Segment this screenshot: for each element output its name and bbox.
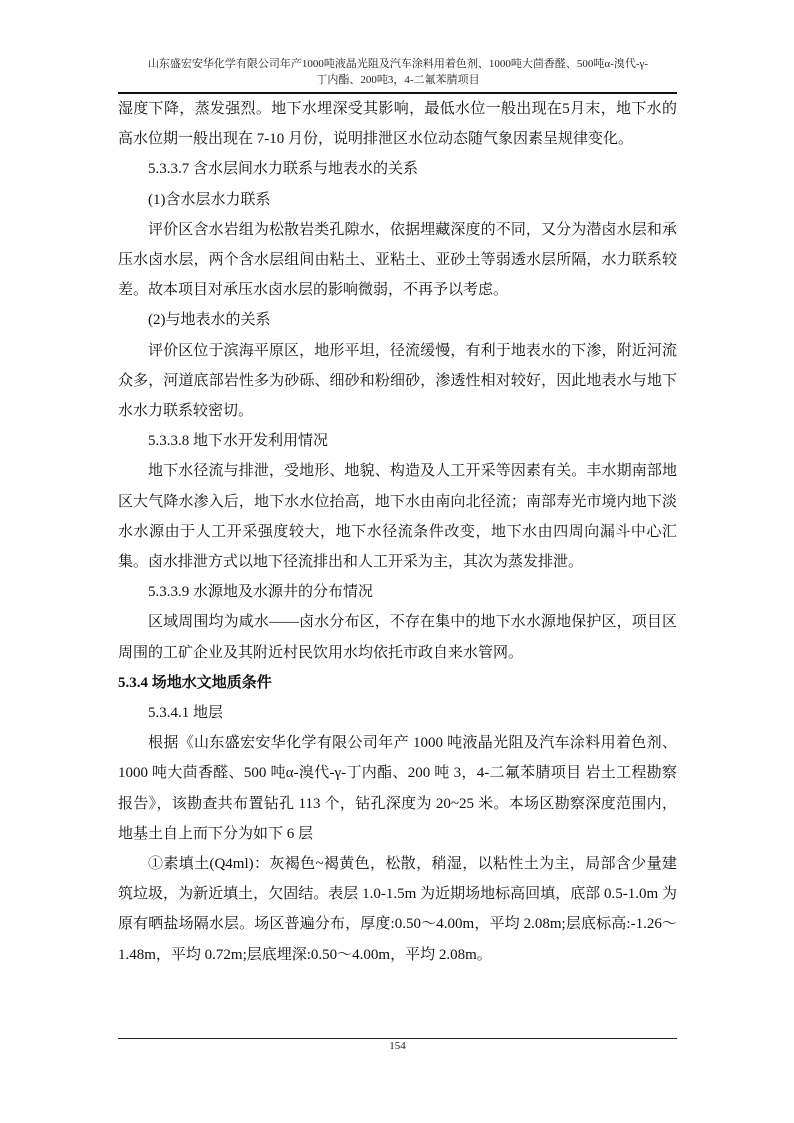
header-title-line-2: 丁内酯、200吨3，4-二氟苯腈项目 bbox=[316, 74, 480, 86]
page-number: 154 bbox=[389, 1040, 406, 1052]
section-heading-5-3-4: 5.3.4 场地水文地质条件 bbox=[118, 674, 272, 691]
page-header bbox=[118, 56, 678, 88]
paragraph-strata-intro: 根据《山东盛宏安华化学有限公司年产 1000 吨液晶光阻及汽车涂料用着色剂、1000 吨大茴香醛、500 吨α-溴代-γ-丁内酯、200 吨 3，4-二氟苯腈项目 岩土工程勘察报告》，该勘查共布置钻孔 113 个，钻孔深度为 20~25 米。本场区勘察深度范围内，地基土自上而下分为如下 6 层 bbox=[118, 735, 677, 842]
paragraph-surface-water: 评价区位于滨海平原区，地形平坦，径流缓慢，有利于地表水的下渗，附近河流众多，河道底部岩性多为砂砾、细砂和粉细砂，渗透性相对较好，因此地表水与地下水水力联系较密切。 bbox=[118, 342, 677, 420]
header-title-line-1: 山东盛宏安华化学有限公司年产1000吨液晶光阻及汽车涂料用着色剂、1000吨大茴香醛、500吨α-溴代-γ- bbox=[147, 58, 649, 70]
section-heading-5-3-3-9: 5.3.3.9 水源地及水源井的分布情况 bbox=[148, 584, 374, 601]
subsection-heading-surface-water: (2)与地表水的关系 bbox=[148, 312, 271, 329]
document-body bbox=[118, 94, 677, 970]
footer-rule bbox=[118, 1038, 677, 1039]
section-heading-5-3-4-1: 5.3.4.1 地层 bbox=[148, 705, 224, 722]
section-heading-5-3-3-8: 5.3.3.8 地下水开发利用情况 bbox=[148, 433, 329, 450]
paragraph-groundwater-use: 地下水径流与排泄，受地形、地貌、构造及人工开采等因素有关。丰水期南部地区大气降水渗入后，地下水水位抬高，地下水由南向北径流；南部寿光市境内地下淡水水源由于人工开采强度较大，地下水径流条件改变，地下水由四周向漏斗中心汇集。卤水排泄方式以地下径流排出和人工开采为主，其次为蒸发排泄。 bbox=[118, 463, 677, 571]
paragraph-continuation: 湿度下降，蒸发强烈。地下水埋深受其影响，最低水位一般出现在5月末，地下水的高水位期一般出现在 7-10 月份，说明排泄区水位动态随气象因素呈规律变化。 bbox=[118, 101, 677, 148]
paragraph-fill-soil-layer: ①素填土(Q4ml)：灰褐色~褐黄色，松散，稍湿，以粘性土为主，局部含少量建筑垃圾，为新近填土，欠固结。表层 1.0-1.5m 为近期场地标高回填，底部 0.5-1.0m 为原有晒盐场隔水层。场区普遍分布，厚度:0.50～4.00m，平均 2.08m;层底标高:-1.26～1.48m，平均 0.72m;层底埋深:0.50～4.00m，平均 2.08m。 bbox=[118, 856, 677, 963]
subsection-heading-aquifer-connection: (1)含水层水力联系 bbox=[148, 191, 271, 208]
section-heading-5-3-3-7: 5.3.3.7 含水层间水力联系与地表水的关系 bbox=[148, 161, 419, 178]
paragraph-water-source: 区域周围均为咸水——卤水分布区，不存在集中的地下水水源地保护区，项目区周围的工矿企业及其附近村民饮用水均依托市政自来水管网。 bbox=[118, 614, 677, 661]
paragraph-aquifer-connection: 评价区含水岩组为松散岩类孔隙水，依据埋藏深度的不同，又分为潜卤水层和承压水卤水层，两个含水层组间由粘土、亚粘土、亚砂土等弱透水层所隔，水力联系较差。故本项目对承压水卤水层的影响微弱，不再予以考虑。 bbox=[118, 221, 677, 299]
